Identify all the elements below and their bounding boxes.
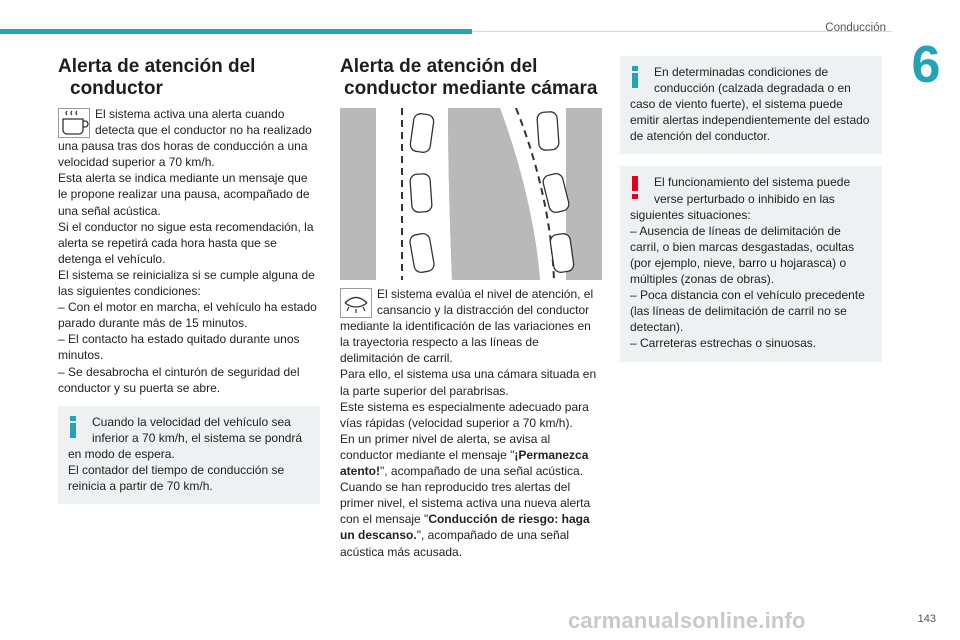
warning-box-limitations	[620, 166, 882, 361]
info-line-a: Cuando la velocidad del vehículo sea	[92, 414, 291, 429]
info-box-conditions	[620, 56, 882, 154]
intro-line-b: cansancio y la distracción del conductor	[377, 303, 590, 318]
info-icon	[631, 66, 639, 88]
intro-paragraph	[340, 286, 602, 366]
paragraph-first-alert: En un primer nivel de alerta, se avisa al conductor mediante el mensaje "¡Permanezca atento!", acompañado de una señal acústica.	[340, 431, 589, 479]
info-line-d: El contador del tiempo de conducción se reinicia a partir de 70 km/h.	[68, 462, 285, 494]
paragraph-reset: El sistema se reinicializa si se cumple alguna de las siguientes condiciones:	[58, 267, 315, 299]
heading-line-2: conductor mediante cámara	[344, 78, 598, 99]
camera-drowsy-eye-icon	[340, 288, 372, 318]
reset-condition-3: – Se desabrocha el cinturón de seguridad del conductor y su puerta se abre.	[58, 364, 300, 395]
warning-condition-1: – Ausencia de líneas de delimitación de carril, o bien marcas desgastadas, ocultas (por ejemplo, nieve, barro u hojarasca) o múltiples (zonas de obras).	[630, 223, 855, 287]
info-line-c: caso de viento fuerte), el sistema puede emitir alertas independientemente del estado de atención del conductor.	[630, 97, 870, 144]
intro-line-a: El sistema evalúa el nivel de atención, el	[377, 287, 594, 301]
warning-condition-2: – Poca distancia con el vehículo precedente (las líneas de delimitación de carril no se detectan).	[630, 288, 865, 335]
intro-line-c: mediante la identificación de las variaciones en la trayectoria respecto a las líneas de delimitación de carril.	[340, 319, 591, 366]
reset-condition-2: – El contacto ha estado quitado durante unos minutos.	[58, 332, 300, 363]
warning-line-c: siguientes situaciones:	[630, 207, 751, 222]
column-notes	[620, 56, 882, 362]
watermark: carmanualsonline.info	[568, 608, 806, 633]
intro-line-c: una pausa tras dos horas de conducción a una velocidad superior a 70 km/h.	[58, 139, 308, 170]
chapter-tab	[892, 29, 960, 109]
heading-line-1: Alerta de atención del	[58, 56, 256, 77]
info-icon	[69, 416, 77, 438]
section-title: Conducción	[825, 22, 886, 34]
column-driver-attention-alert	[58, 56, 320, 504]
info-line-c: en modo de espera.	[68, 446, 175, 461]
paragraph-message: Esta alerta se indica mediante un mensaje que le propone realizar una pausa, acompañado de una señal acústica.	[58, 171, 310, 218]
warning-line-b: verse perturbado o inhibido en las	[654, 191, 835, 206]
header-accent-bar	[0, 29, 472, 34]
lane-drift-illustration	[340, 108, 602, 280]
paragraph-camera: Para ello, el sistema usa una cámara situada en la parte superior del parabrisas.	[340, 367, 597, 398]
heading-line-1: Alerta de atención del	[340, 56, 538, 77]
info-line-b: inferior a 70 km/h, el sistema se pondrá	[92, 430, 303, 445]
paragraph-second-alert: Cuando se han reproducido tres alertas del primer nivel, el sistema activa una nueva alerta con el mensaje "Conducción de riesgo: haga un descanso.", acompañado de una señal acústica más acusada.	[340, 480, 591, 559]
warning-line-a: El funcionamiento del sistema puede	[654, 175, 851, 190]
page-number: 143	[917, 613, 936, 625]
intro-line-a: El sistema activa una alerta cuando	[95, 107, 285, 121]
intro-line-b: detecta que el conductor no ha realizado	[95, 123, 312, 138]
lane-drift-diagram	[340, 108, 602, 280]
heading-camera-attention-alert	[340, 56, 602, 100]
info-box-standby	[58, 406, 320, 504]
info-line-a: En determinadas condiciones de	[654, 65, 829, 79]
chapter-number: 6	[911, 36, 941, 94]
car-icon	[409, 113, 435, 274]
paragraph-repeat: Si el conductor no sigue esta recomendación, la alerta se repetirá cada hora hasta que se detenga el vehículo.	[58, 219, 314, 266]
paragraph-fast-roads: Este sistema es especialmente adecuado para vías rápidas (velocidad superior a 70 km/h).	[340, 399, 589, 430]
column-camera-attention-alert	[340, 56, 602, 100]
coffee-cup-icon	[58, 108, 90, 138]
message-stay-alert: ¡Permanezca atento!	[340, 447, 589, 479]
warning-condition-3: – Carreteras estrechas o sinuosas.	[630, 336, 817, 351]
reset-condition-1: – Con el motor en marcha, el vehículo ha estado parado durante más de 15 minutos.	[58, 300, 317, 331]
message-risky-driving: Conducción de riesgo: haga un descanso.	[340, 512, 590, 543]
column-camera-attention-body	[340, 286, 602, 560]
heading-driver-attention-alert	[58, 56, 320, 100]
info-line-b: conducción (calzada degradada o en	[654, 81, 851, 96]
heading-line-2: conductor	[70, 78, 163, 99]
warning-icon	[630, 176, 640, 200]
intro-paragraph	[58, 106, 320, 170]
